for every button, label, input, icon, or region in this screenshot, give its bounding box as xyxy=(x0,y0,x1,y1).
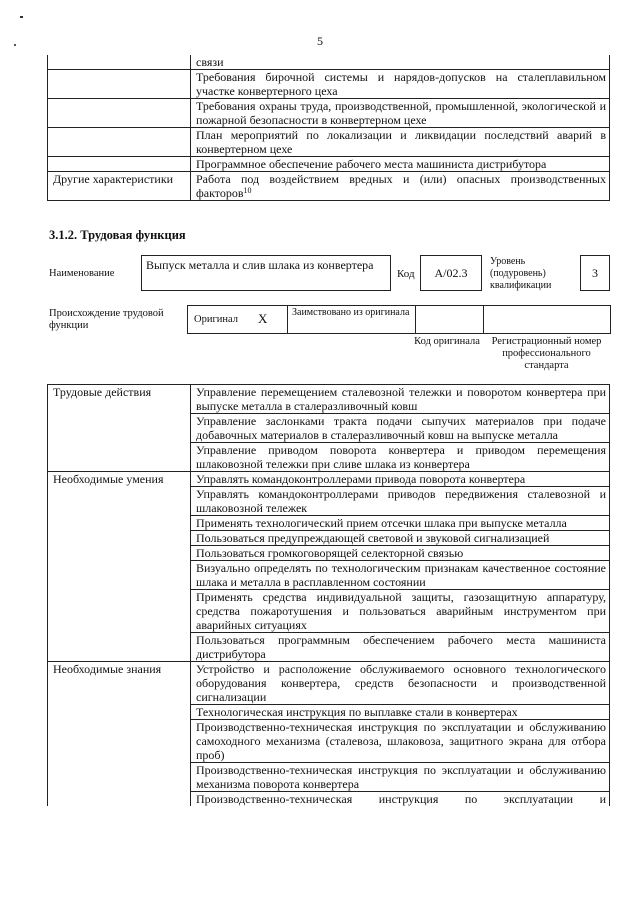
main-table xyxy=(47,384,610,806)
section-title: 3.1.2. Трудовая функция xyxy=(49,228,186,242)
table-cell-value: Требования охраны труда, производственной, промышленной, экологической и пожарной безопасности в конвертерном цехе xyxy=(191,99,610,128)
table-row xyxy=(48,70,610,99)
function-code-field: A/02.3 xyxy=(420,255,482,291)
footnote-ref: 10 xyxy=(243,186,252,195)
divider xyxy=(483,305,484,334)
table-cell-value: Программное обеспечение рабочего места машиниста дистрибутора xyxy=(191,157,610,172)
original-mark: X xyxy=(258,311,268,326)
table-row xyxy=(48,55,610,70)
origin-label: Происхождение трудовой функции xyxy=(49,308,164,331)
table-cell-label xyxy=(48,70,191,99)
table-cell-value: Применять средства индивидуальной защиты, газозащитную аппаратуру, средства пожаротушения и пользоваться аварийным инструментом при аварийных ситуациях xyxy=(191,590,610,633)
table-cell-label xyxy=(48,157,191,172)
table-cell-value: Управление заслонками тракта подачи сыпучих материалов при подаче добавочных материалов в сталеразливочный ковш на выпуске металла xyxy=(191,414,610,443)
original-label: Оригинал xyxy=(194,314,238,325)
group-label-knowledge: Необходимые знания xyxy=(48,662,191,807)
name-label: Наименование xyxy=(49,268,115,279)
table-cell-label xyxy=(48,128,191,157)
table-cell-value: Управление приводом поворота конвертера и приводом перемещения шлаковозной тележки при сливе шлака из конвертера xyxy=(191,443,610,472)
table-cell-label: Другие характеристики xyxy=(48,172,191,201)
origin-table xyxy=(187,305,611,334)
table-cell-value: Управление перемещением сталевозной тележки и поворотом конвертера при выпуске металла в сталеразливочный ковш xyxy=(191,385,610,414)
table-cell-label xyxy=(48,55,191,70)
table-cell-value: Пользоваться громкоговорящей селекторной связью xyxy=(191,546,610,561)
table-cell-value xyxy=(191,172,610,201)
group-label-skills: Необходимые умения xyxy=(48,472,191,662)
table-cell-value: Технологическая инструкция по выплавке стали в конвертерах xyxy=(191,705,610,720)
table-cell-value: Управлять командоконтроллерами приводов передвижения сталевозной и шлаковозной тележек xyxy=(191,487,610,516)
table-row xyxy=(48,472,610,487)
code-original-caption: Код оригинала xyxy=(414,336,480,347)
table-row xyxy=(48,385,610,414)
qualification-level-label: Уровень (подуровень) квалификации xyxy=(490,256,552,291)
divider xyxy=(415,305,416,334)
qualification-level-field: 3 xyxy=(580,255,610,291)
top-table xyxy=(47,55,610,201)
table-cell-value: Производственно-техническая инструкция по эксплуатации и обслуживанию механизма поворота конвертера xyxy=(191,763,610,792)
page-number: 5 xyxy=(317,34,323,48)
borrowed-label: Заимствовано из оригинала xyxy=(292,307,410,318)
table-row xyxy=(48,662,610,705)
table-row xyxy=(48,99,610,128)
table-cell-value: Визуально определять по технологическим признакам качественное состояние шлака и металла в расплавленном состоянии xyxy=(191,561,610,590)
function-name-field: Выпуск металла и слив шлака из конвертера xyxy=(141,255,391,291)
table-row xyxy=(48,128,610,157)
divider xyxy=(287,305,288,334)
table-cell-value: Производственно-техническая инструкция по эксплуатации и обслуживанию самоходного механизма (сталевоза, шлаковоза, защитного экрана для отбора проб) xyxy=(191,720,610,763)
table-cell-value: План мероприятий по локализации и ликвидации последствий аварий в конвертерном цехе xyxy=(191,128,610,157)
table-cell-value: Пользоваться предупреждающей световой и звуковой сигнализацией xyxy=(191,531,610,546)
table-cell-value: Требования бирочной системы и нарядов-допусков на сталеплавильном участке конвертерного цеха xyxy=(191,70,610,99)
table-cell-value: Пользоваться программным обеспечением рабочего места машиниста дистрибутора xyxy=(191,633,610,662)
table-row xyxy=(48,172,610,201)
code-label: Код xyxy=(397,268,415,280)
table-cell-label xyxy=(48,99,191,128)
table-cell-value: Применять технологический прием отсечки шлака при выпуске металла xyxy=(191,516,610,531)
scan-speck xyxy=(20,16,23,18)
table-row xyxy=(48,157,610,172)
table-cell-value: Управлять командоконтроллерами привода поворота конвертера xyxy=(191,472,610,487)
row-text: Работа под воздействием вредных и (или) опасных производственных факторов xyxy=(196,172,606,200)
table-cell-value: Производственно-техническая инструкция по эксплуатации и xyxy=(191,792,610,807)
group-label-actions: Трудовые действия xyxy=(48,385,191,472)
table-cell-value: связи xyxy=(191,55,610,70)
reg-number-caption: Регистрационный номер профессионального стандарта xyxy=(491,336,602,371)
table-cell-value: Устройство и расположение обслуживаемого основного технологического оборудования конвертера, средств безопасности и производственной сигнализации xyxy=(191,662,610,705)
